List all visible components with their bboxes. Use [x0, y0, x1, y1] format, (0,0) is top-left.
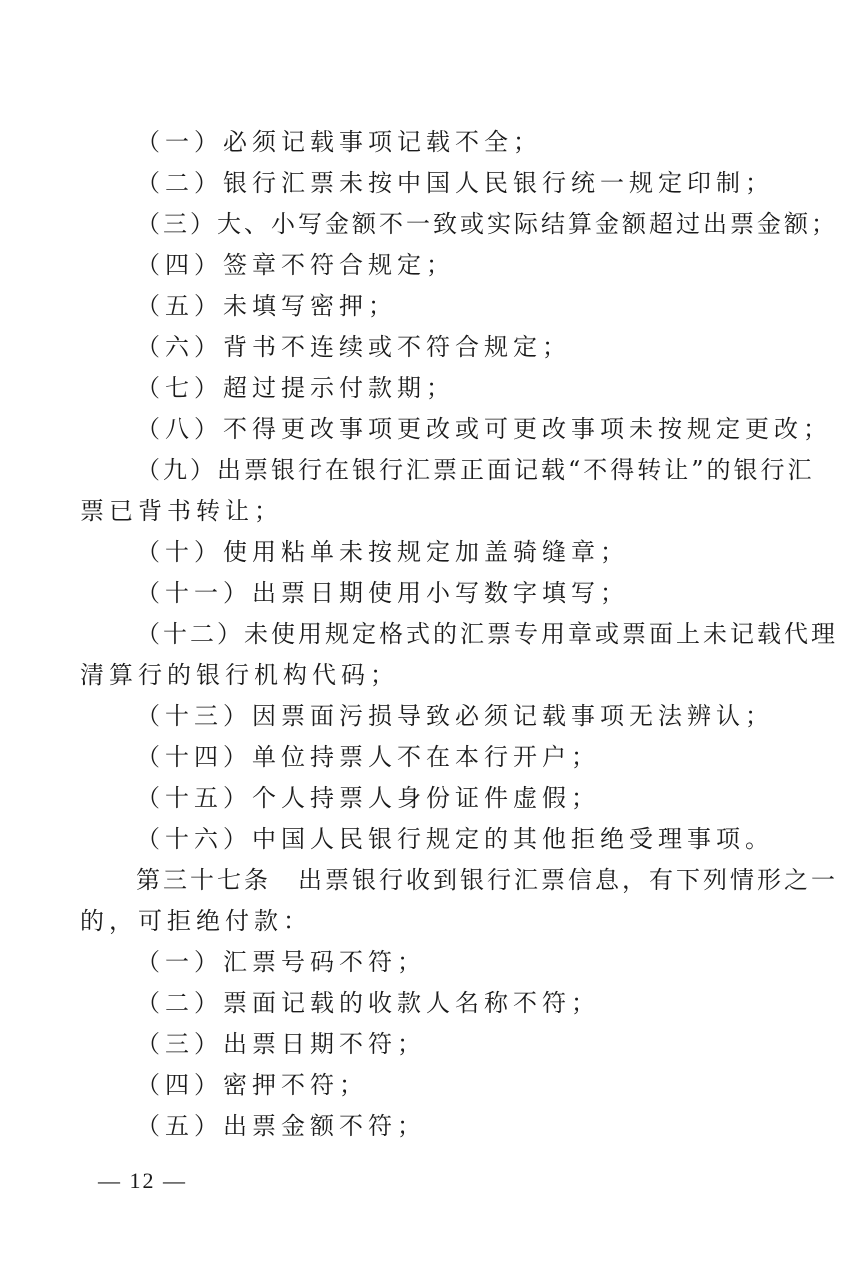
document-body [80, 122, 838, 1147]
list-item: （十一）出票日期使用小写数字填写； [136, 579, 629, 607]
list-item: （二）票面记载的收款人名称不符； [136, 989, 600, 1017]
list-item: （六）背书不连续或不符合规定； [136, 333, 571, 361]
list-item: （三）出票日期不符； [136, 1030, 426, 1058]
list-item: （二）银行汇票未按中国人民银行统一规定印制； [136, 169, 774, 197]
list-item: （九）出票银行在银行汇票正面记载“不得转让”的银行汇 [136, 456, 815, 484]
list-item-continuation: 清算行的银行机构代码； [80, 661, 399, 689]
list-item: （五）未填写密押； [136, 292, 397, 320]
list-item: （三）大、小写金额不一致或实际结算金额超过出票金额； [136, 210, 838, 238]
list-item: （十三）因票面污损导致必须记载事项无法辨认； [136, 702, 774, 730]
list-item: （五）出票金额不符； [136, 1112, 426, 1140]
list-item: （八）不得更改事项更改或可更改事项未按规定更改； [136, 415, 832, 443]
article-paragraph: 第三十七条 出票银行收到银行汇票信息，有下列情形之一 [136, 866, 838, 894]
list-item: （一）汇票号码不符； [136, 948, 426, 976]
list-item: （十二）未使用规定格式的汇票专用章或票面上未记载代理 [136, 620, 838, 648]
list-item: （十四）单位持票人不在本行开户； [136, 743, 600, 771]
list-item: （七）超过提示付款期； [136, 374, 455, 402]
list-item: （四）密押不符； [136, 1071, 368, 1099]
article-paragraph-continuation: 的，可拒绝付款： [80, 907, 312, 935]
list-item: （十六）中国人民银行规定的其他拒绝受理事项。 [136, 825, 774, 853]
list-item: （十）使用粘单未按规定加盖骑缝章； [136, 538, 629, 566]
list-item: （十五）个人持票人身份证件虚假； [136, 784, 600, 812]
list-item: （一）必须记载事项记载不全； [136, 128, 542, 156]
list-item-continuation: 票已背书转让； [80, 497, 283, 525]
list-item: （四）签章不符合规定； [136, 251, 455, 279]
page-number: — 12 — [98, 1168, 187, 1193]
